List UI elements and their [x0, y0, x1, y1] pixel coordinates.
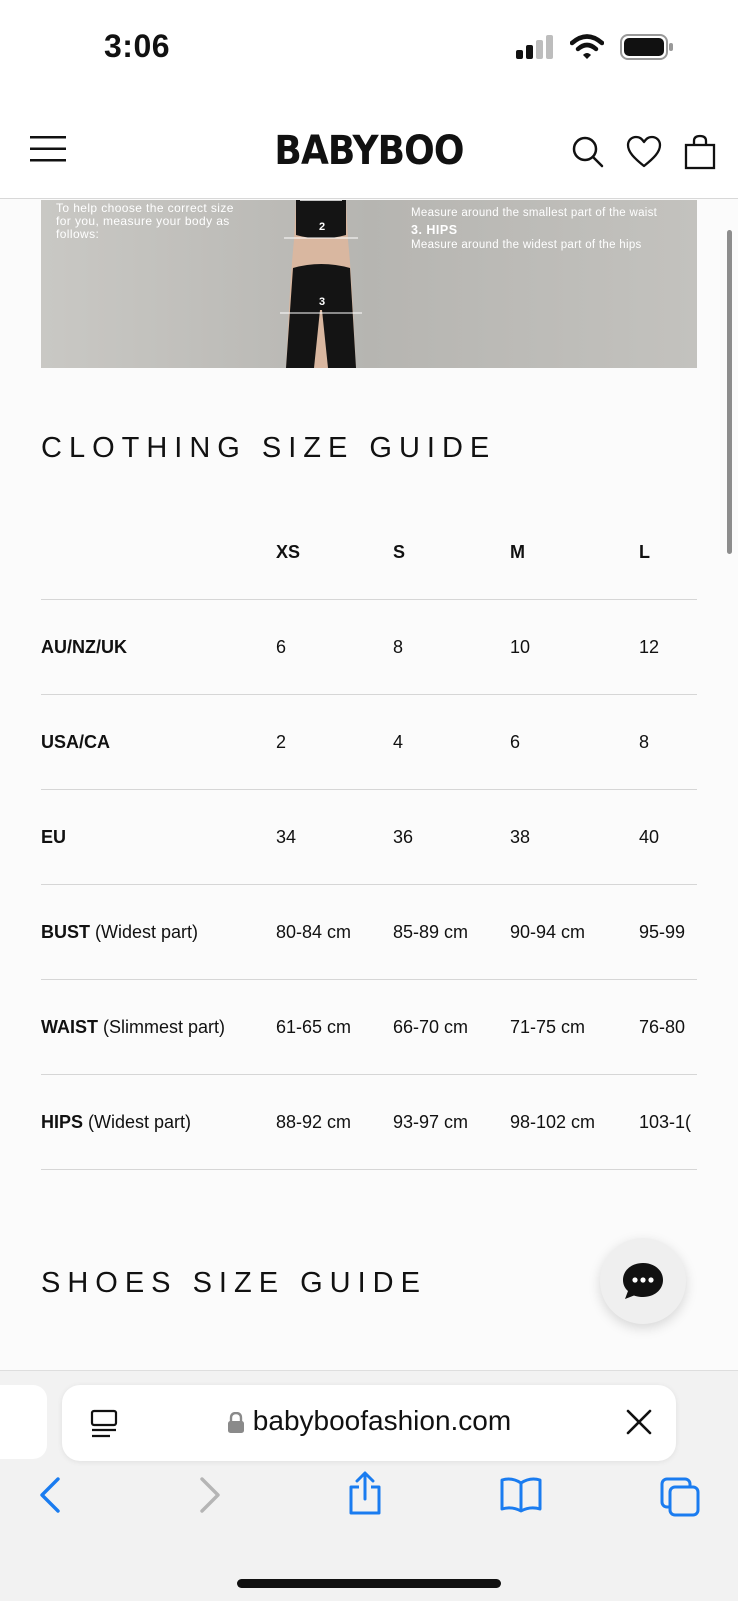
- table-cell: 34: [276, 827, 297, 847]
- bookmarks-icon[interactable]: [500, 1477, 542, 1513]
- close-icon[interactable]: [626, 1409, 652, 1435]
- table-cell: 80-84 cm: [276, 922, 352, 942]
- url-text: babyboofashion.com: [252, 1405, 512, 1436]
- table-cell: 71-75 cm: [510, 1017, 586, 1037]
- header-m: M: [510, 542, 525, 562]
- row-label: HIPS (Widest part): [41, 1112, 192, 1132]
- table-cell: 61-65 cm: [276, 1017, 352, 1037]
- header-actions: [572, 134, 716, 170]
- url-display[interactable]: [62, 1405, 676, 1437]
- row-label: USA/CA: [41, 732, 111, 752]
- site-header: [0, 100, 738, 199]
- table-cell: 38: [510, 827, 531, 847]
- waist-marker: 2: [319, 221, 326, 233]
- brand-logo[interactable]: BABYBOO: [274, 128, 464, 174]
- status-icons: [516, 34, 674, 60]
- tabs-icon[interactable]: [660, 1477, 700, 1517]
- hips-heading: 3. HIPS: [411, 223, 458, 237]
- row-label: AU/NZ/UK: [41, 637, 127, 657]
- back-icon[interactable]: [38, 1477, 62, 1513]
- table-row: [41, 1075, 697, 1170]
- row-label: EU: [41, 827, 67, 847]
- table-cell: 10: [510, 637, 531, 657]
- table-row: [41, 600, 697, 695]
- browser-toolbar: [0, 1477, 738, 1537]
- header-xs: XS: [276, 542, 301, 562]
- wifi-icon: [570, 34, 604, 60]
- table-cell: 4: [393, 732, 404, 752]
- table-cell: 76-80: [639, 1017, 686, 1037]
- table-cell: 93-97 cm: [393, 1112, 469, 1132]
- banner-right-text: [411, 206, 657, 252]
- address-bar[interactable]: [62, 1385, 676, 1461]
- previous-tab-preview[interactable]: [0, 1385, 47, 1459]
- size-table: [41, 505, 697, 1170]
- clothing-size-guide-title: CLOTHING SIZE GUIDE: [41, 432, 497, 464]
- cellular-signal-icon: [516, 35, 554, 59]
- lock-icon: [227, 1412, 245, 1434]
- shoes-size-guide-title: SHOES SIZE GUIDE: [41, 1267, 427, 1299]
- table-cell: 6: [510, 732, 521, 752]
- row-label: WAIST (Slimmest part): [41, 1017, 226, 1037]
- battery-icon: [620, 34, 674, 60]
- header-l: L: [639, 542, 650, 562]
- table-header-row: [41, 505, 697, 600]
- chat-bubble-icon: [621, 1261, 665, 1301]
- waist-instruction: Measure around the smallest part of the waist: [411, 207, 658, 219]
- hips-marker: 3: [319, 296, 326, 308]
- header-s: S: [393, 542, 406, 562]
- table-cell: 90-94 cm: [510, 922, 586, 942]
- table-cell: 6: [276, 637, 287, 657]
- chat-button[interactable]: [600, 1238, 686, 1324]
- table-cell: 8: [393, 637, 404, 657]
- search-icon[interactable]: [572, 136, 604, 168]
- table-cell: 66-70 cm: [393, 1017, 469, 1037]
- share-icon[interactable]: [348, 1471, 382, 1515]
- table-row: [41, 980, 697, 1075]
- banner-left-text: To help choose the correct size for you, measure your body as follows:: [56, 201, 234, 241]
- browser-chrome: [0, 1370, 738, 1601]
- shopping-bag-icon[interactable]: [684, 134, 716, 170]
- row-label: BUST (Widest part): [41, 922, 199, 942]
- table-cell: 2: [276, 732, 287, 752]
- table-cell: 40: [639, 827, 660, 847]
- table-cell: 12: [639, 637, 660, 657]
- table-row: [41, 695, 697, 790]
- measurement-guide-image: [41, 200, 697, 368]
- table-cell: 36: [393, 827, 414, 847]
- status-bar: [0, 0, 738, 100]
- table-cell: 8: [639, 732, 650, 752]
- page-scrollbar[interactable]: [727, 230, 732, 554]
- hips-instruction: Measure around the widest part of the hips: [411, 239, 642, 251]
- table-row: [41, 790, 697, 885]
- table-cell: 95-99: [639, 922, 686, 942]
- table-cell: 88-92 cm: [276, 1112, 352, 1132]
- home-indicator[interactable]: [237, 1579, 501, 1588]
- table-cell: 85-89 cm: [393, 922, 469, 942]
- wishlist-heart-icon[interactable]: [626, 135, 662, 169]
- table-row: [41, 885, 697, 980]
- table-cell: 103-1(: [639, 1112, 692, 1132]
- forward-icon[interactable]: [198, 1477, 222, 1513]
- status-time: 3:06: [104, 28, 171, 64]
- table-cell: 98-102 cm: [510, 1112, 596, 1132]
